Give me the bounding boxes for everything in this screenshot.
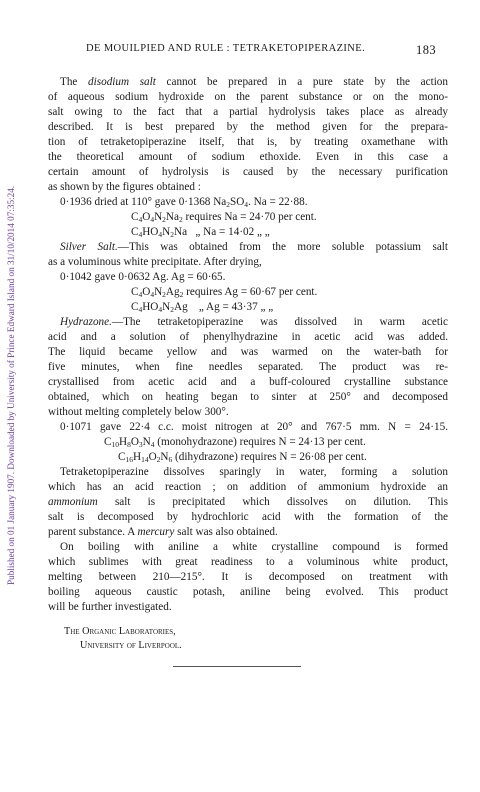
text-line: salt owing to the fact that a partial hydrolysis takes place as already	[48, 106, 448, 118]
text-line: of aqueous sodium hydroxide on the parent substance or on the mono-	[48, 91, 448, 103]
text-line: salt is decomposed by hydrochloric acid with the formation of the	[48, 511, 448, 523]
text-line: certain amount of hydrolysis is caused by the necessary purification	[48, 166, 448, 178]
text-line: as shown by the figures obtained :	[48, 181, 201, 193]
download-notice: Published on 01 January 1907. Downloaded by University of Prince Edward Island on 31/10/2014 07:35:24.	[6, 185, 16, 585]
text-line: Tetraketopiperazine dissolves sparingly in water, forming a solution	[60, 466, 448, 478]
text-line: The disodium salt cannot be prepared in a pure state by the action	[60, 76, 448, 88]
formula-line: $C_4HO_4N_2Ag$ „ Ag = 43·37 „ „	[131, 301, 274, 314]
text-line: boiling aqueous caustic potash, aniline being evolved. This product	[48, 586, 448, 598]
formula-line: $C_4HO_4N_2Na$ „ Na = 14·02 „ „	[131, 226, 270, 239]
text-line: described. It is best prepared by the method given for the prepara-	[48, 121, 448, 133]
text-line: as a voluminous white precipitate. After drying,	[48, 256, 262, 268]
text-line: parent substance. A mercury salt was also obtained.	[48, 526, 278, 538]
affiliation-line: University of Liverpool.	[80, 640, 182, 651]
formula-line: $C_4O_4N_2Na_2$ requires Na = 24·70 per cent.	[131, 211, 317, 224]
text-line: without melting completely below 300°.	[48, 406, 229, 418]
text-line: obtained, which on heating began to sinter at 250° and decomposed	[48, 391, 448, 403]
text-line: acid and a solution of phenylhydrazine in acetic acid was added.	[48, 331, 448, 343]
formula-line: $C_{10}H_8O_3N_4$ (monohydrazone) requires N = 24·13 per cent.	[104, 436, 366, 449]
analysis-line: 0·1071 gave 22·4 c.c. moist nitrogen at 20° and 767·5 mm. N = 24·15.	[60, 421, 448, 433]
text-line: tion of tetraketopiperazine itself, that is, by treating oxamethane with	[48, 136, 448, 148]
text-line: On boiling with aniline a white crystalline compound is formed	[60, 541, 448, 553]
text-line: will be further investigated.	[48, 601, 172, 613]
analysis-line: 0·1936 dried at 110° gave 0·1368 $Na_2SO_4$. Na = 22·88.	[60, 196, 308, 209]
text-line: the theoretical amount of sodium ethoxide. Even in this case a	[48, 151, 448, 163]
text-line: ammonium salt is precipitated which dissolves on dilution. This	[48, 496, 448, 508]
end-rule	[173, 666, 301, 667]
text-line: melting between 210—215°. It is decomposed on treatment with	[48, 571, 448, 583]
affiliation-line: The Organic Laboratories,	[64, 626, 176, 637]
formula-line: $C_{16}H_{14}O_2N_6$ (dihydrazone) requires N = 26·08 per cent.	[118, 451, 367, 464]
text-line: crystallised from acetic acid and a buff-coloured crystalline substance	[48, 376, 448, 388]
text-line: The liquid became yellow and was warmed on the water-bath for	[48, 346, 448, 358]
text-line: Hydrazone.—The tetraketopiperazine was dissolved in warm acetic	[60, 316, 448, 328]
text-line: Silver Salt.—This was obtained from the more soluble potassium salt	[60, 241, 448, 253]
running-title: DE MOUILPIED AND RULE : TETRAKETOPIPERAZINE.	[86, 43, 366, 54]
text-line: five minutes, when fine needles separated. The product was re-	[48, 361, 448, 373]
text-line: which has an acid reaction ; on addition of ammonium hydroxide an	[48, 481, 448, 493]
text-line: which sublimes with great readiness to a voluminous white product,	[48, 556, 448, 568]
running-header	[86, 43, 436, 57]
publication-sidebar	[4, 0, 18, 792]
analysis-line: 0·1042 gave 0·0632 Ag. Ag = 60·65.	[60, 271, 226, 283]
formula-line: $C_4O_4N_2Ag_2$ requires Ag = 60·67 per cent.	[131, 286, 318, 299]
page-number: 183	[416, 43, 436, 57]
